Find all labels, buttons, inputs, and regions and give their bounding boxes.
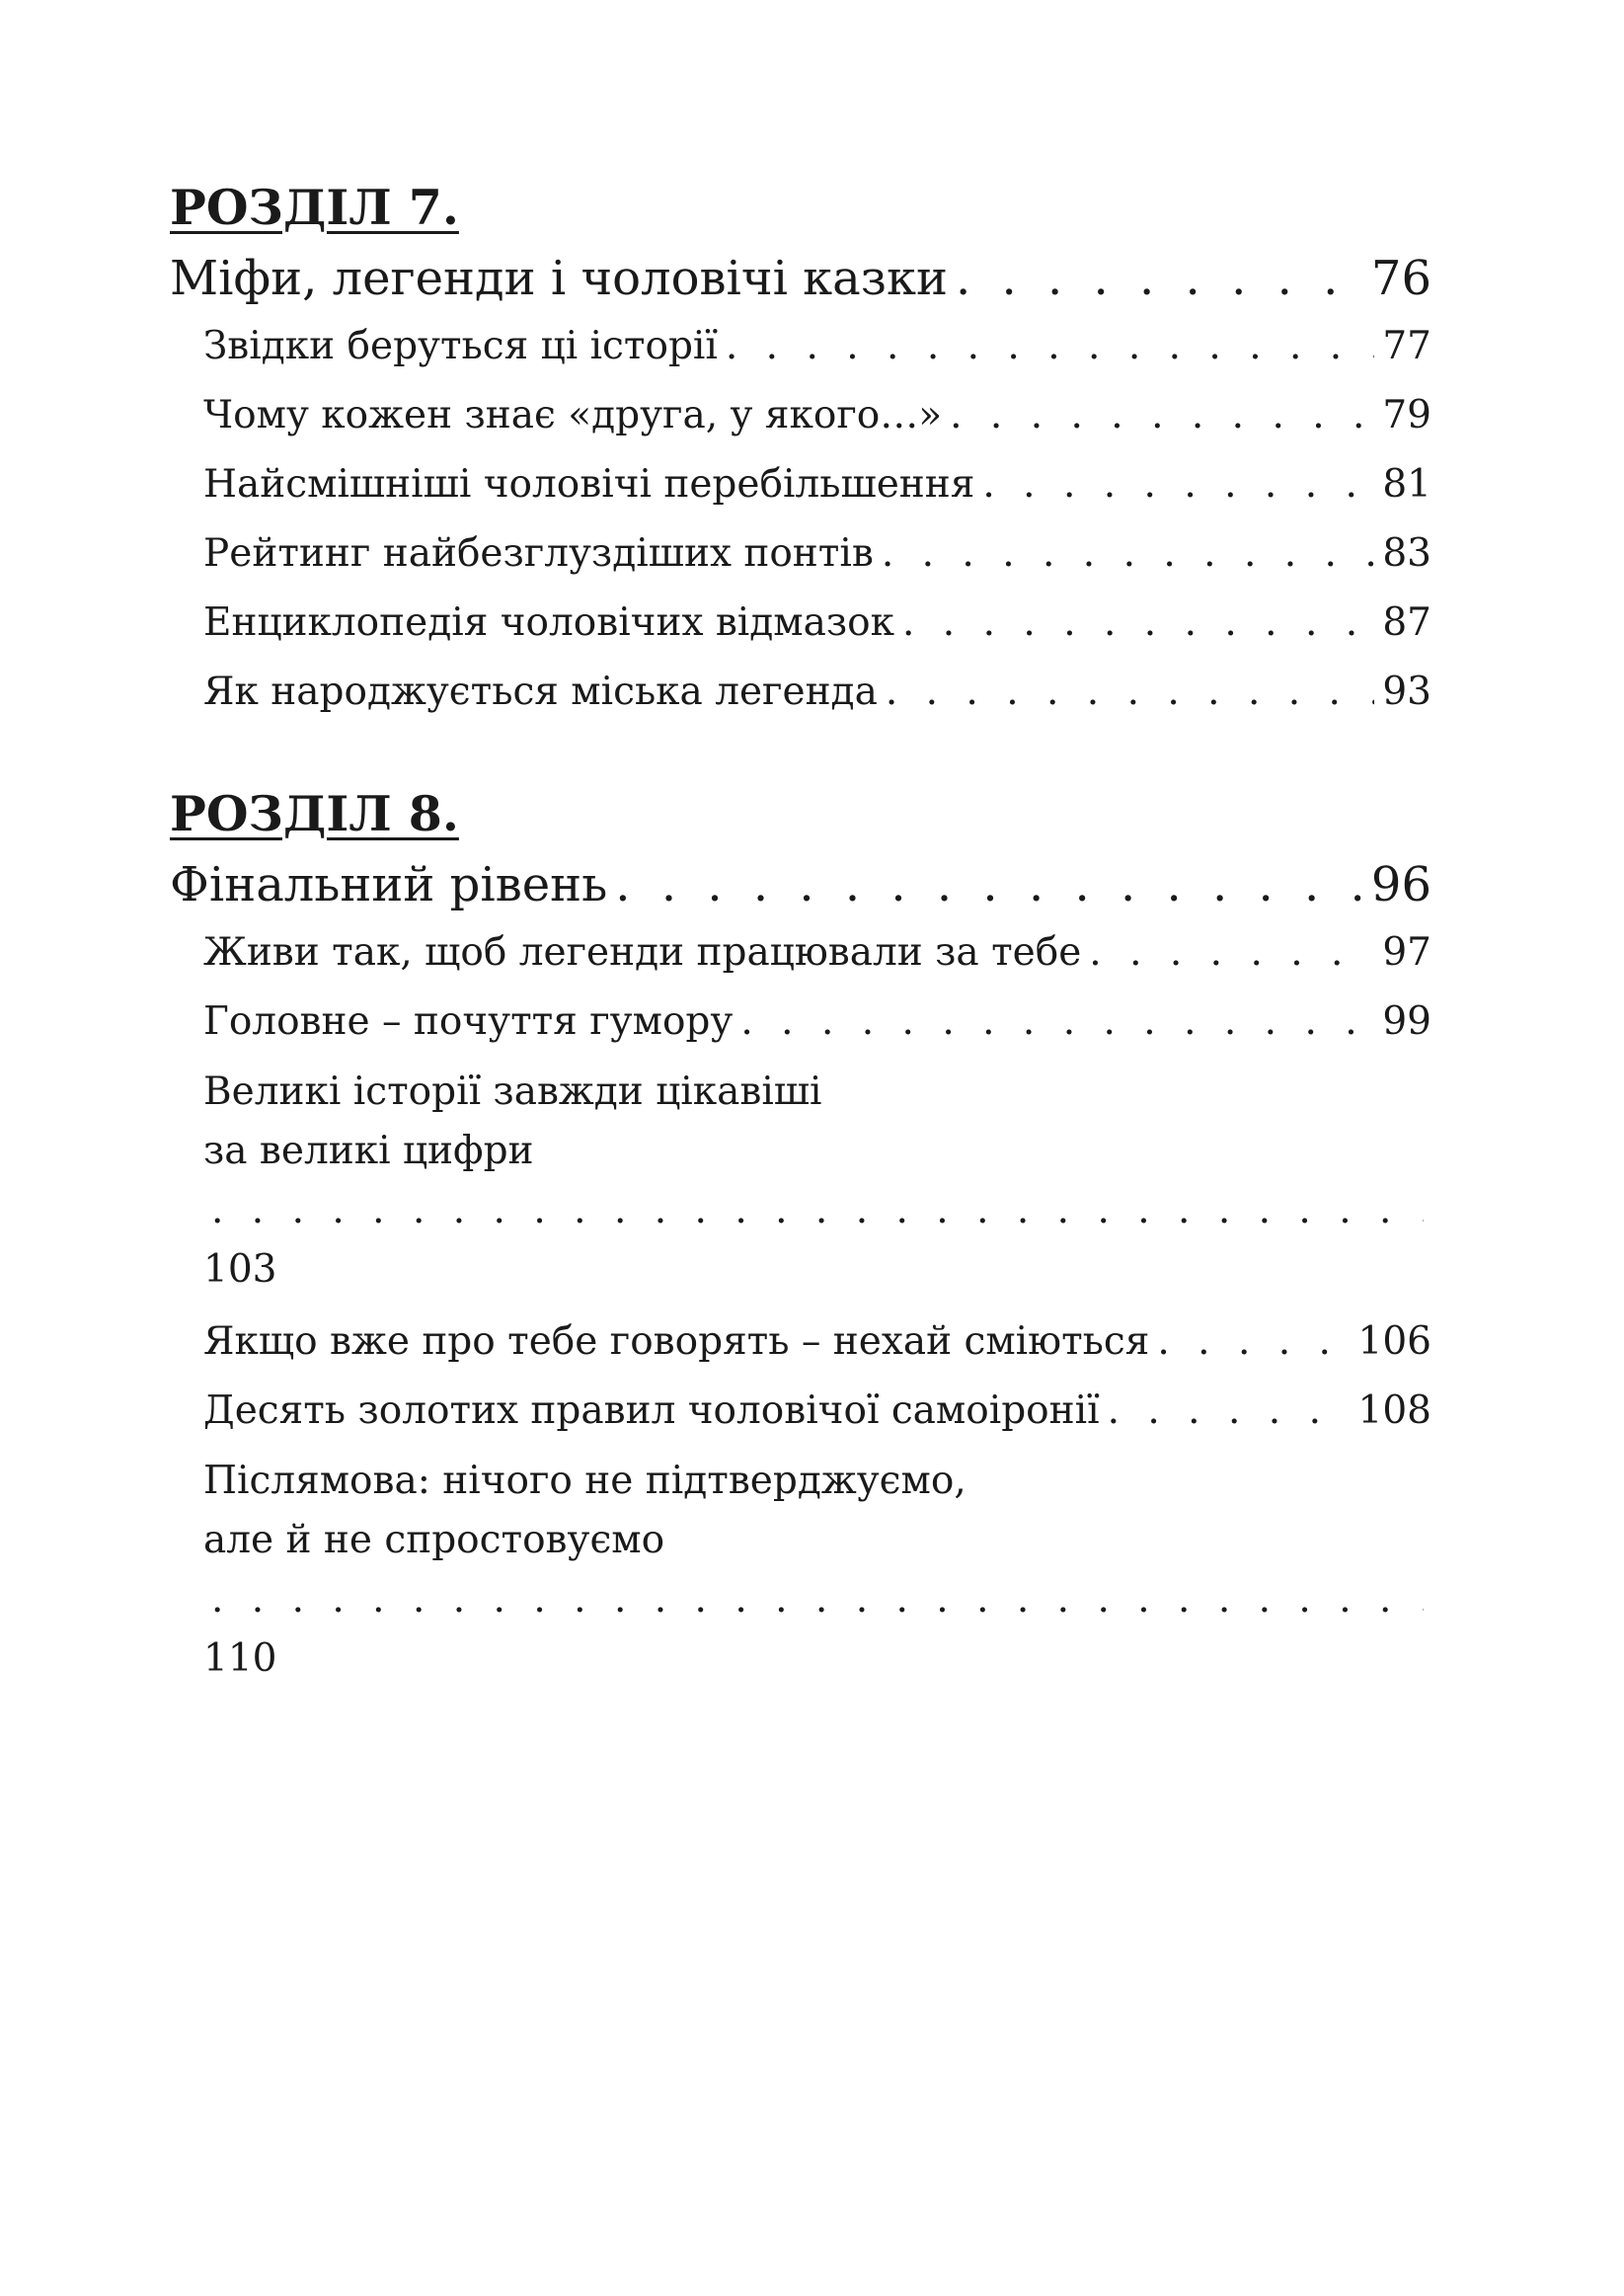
dot-leader [886, 658, 1375, 727]
chapter-row [170, 245, 1431, 312]
entry-title: Енциклопедія чоловічих відмазок [203, 600, 895, 645]
toc-entry [170, 1377, 1431, 1446]
toc-entry [170, 589, 1431, 658]
chapter-title: Фінальний рівень [170, 857, 608, 912]
entry-title: Головне – почуття гумору [203, 999, 734, 1044]
dot-leader [902, 589, 1374, 658]
page-number: 76 [1370, 251, 1431, 306]
dot-leader [950, 381, 1374, 450]
dot-leader [740, 988, 1374, 1057]
entry-title: Живи так, щоб легенди працювали за тебе [203, 930, 1082, 975]
chapter-row [170, 851, 1431, 918]
toc-entry [170, 312, 1431, 381]
dot-leader [1157, 1307, 1350, 1377]
chapter-title: Міфи, легенди і чоловічі казки [170, 251, 948, 306]
toc-entry [170, 988, 1431, 1057]
dot-leader [615, 851, 1363, 918]
page-number: 106 [1357, 1319, 1431, 1364]
entry-title-line2: але й не спростовуємо [203, 1518, 665, 1562]
entry-title: Найсмішніші чоловічі перебільшення [203, 462, 975, 507]
entry-title-line1: Післямова: нічого не підтверджуємо, [203, 1459, 967, 1503]
page-number: 110 [203, 1636, 277, 1681]
dot-leader [956, 245, 1363, 312]
table-of-contents [170, 176, 1431, 1697]
dot-leader [211, 1570, 1424, 1629]
entry-title: Якщо вже про тебе говорять – нехай сміються [203, 1319, 1150, 1364]
entry-title-line2: за великі цифри [203, 1129, 534, 1173]
part-heading-7: РОЗДІЛ 7. [170, 179, 459, 236]
page-number: 87 [1382, 600, 1431, 645]
toc-entry-multiline [170, 1446, 1431, 1697]
page-number: 103 [203, 1247, 277, 1292]
toc-entry [170, 519, 1431, 589]
entry-title: Звідки беруться ці історії [203, 324, 718, 368]
section-spacer [170, 727, 1431, 782]
toc-entry [170, 450, 1431, 519]
dot-leader [211, 1181, 1424, 1240]
page-number: 99 [1382, 999, 1431, 1044]
dot-leader [1108, 1377, 1351, 1446]
page-number: 108 [1357, 1388, 1431, 1433]
page-number: 93 [1382, 670, 1431, 714]
dot-leader [882, 519, 1375, 589]
dot-leader [726, 312, 1374, 381]
toc-entry [170, 1307, 1431, 1377]
dot-leader [1089, 918, 1374, 988]
toc-entry [170, 658, 1431, 727]
page-number: 83 [1382, 531, 1431, 576]
entry-title: Як народжується міська легенда [203, 670, 878, 714]
page-number: 77 [1382, 324, 1431, 368]
toc-entry [170, 918, 1431, 988]
page-number: 81 [1382, 462, 1431, 507]
entry-title: Чому кожен знає «друга, у якого…» [203, 393, 943, 437]
entry-title: Десять золотих правил чоловічої самоіронії [203, 1388, 1100, 1433]
dot-leader [982, 450, 1374, 519]
entry-title-line1: Великі історії завжди цікавіші [203, 1069, 822, 1114]
page-number: 79 [1382, 393, 1431, 437]
part-heading-8: РОЗДІЛ 8. [170, 785, 459, 842]
toc-entry-multiline [170, 1057, 1431, 1307]
toc-entry [170, 381, 1431, 450]
page-number: 97 [1382, 930, 1431, 975]
entry-title: Рейтинг найбезглуздіших понтів [203, 531, 874, 576]
page-number: 96 [1370, 857, 1431, 912]
